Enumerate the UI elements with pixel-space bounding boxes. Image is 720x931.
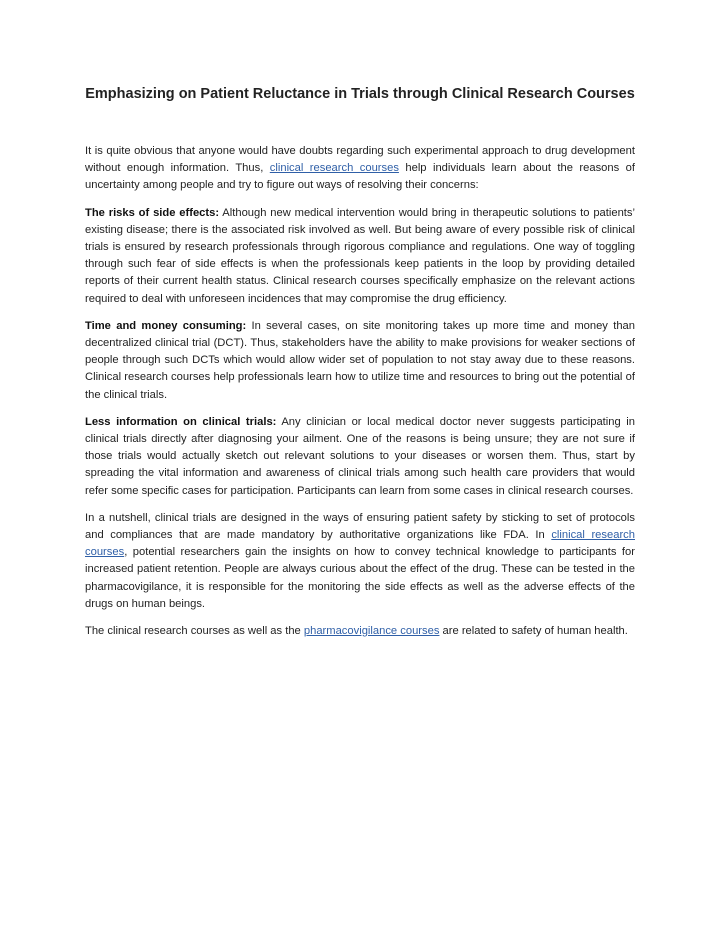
less-information-heading: Less information on clinical trials: xyxy=(85,415,277,428)
paragraph-less-information xyxy=(85,414,635,500)
intro-text-after: help individuals learn about the reasons of uncertainty among people and try to figure out ways of resolving their concerns: xyxy=(85,162,635,192)
closing-text-after: are related to safety of human health. xyxy=(439,625,628,638)
pharmacovigilance-courses-link[interactable]: pharmacovigilance courses xyxy=(303,625,440,638)
closing-text-before: The clinical research courses as well as the xyxy=(85,625,304,638)
time-money-text: In several cases, on site monitoring takes up more time and money than decentralized clinical trial (DCT). Thus, stakeholders have the ability to make provisions for weaker sections of people through such DCTs which would allow wider set of population to not stay away due to these reasons. Clinical research courses help professionals learn how to utilize time and resources to bring out the potential of the clinical trials. xyxy=(85,319,635,401)
paragraph-closing xyxy=(85,623,635,640)
paragraph-side-effects xyxy=(85,205,635,308)
side-effects-text: Although new medical intervention would bring in therapeutic solutions to patients’ existing disease; there is the associated risk involved as well. But being aware of every possible risk of clinical trials is ensured by research professionals through rigorous compliance and regulations. One way of toggling through such fear of side effects is when the professionals keep patients in the loop by providing detailed reports of their current health status. Clinical research courses specifically emphasize on the relevant actions required to deal with unforeseen incidences that may compromise the drug efficiency. xyxy=(85,206,635,305)
paragraph-time-money xyxy=(85,318,635,404)
nutshell-text-before: In a nutshell, clinical trials are designed in the ways of ensuring patient safety by sticking to set of protocols and compliances that are made mandatory by authoritative organizations like FDA. In xyxy=(85,511,635,542)
paragraph-intro xyxy=(85,143,635,195)
clinical-research-courses-link[interactable]: clinical research courses xyxy=(269,162,399,175)
side-effects-heading: The risks of side effects: xyxy=(85,206,220,219)
intro-text-before: It is quite obvious that anyone would have doubts regarding such experimental approach to drug development without enough information. Thus, xyxy=(85,145,635,175)
clinical-research-courses-link-2[interactable]: clinical research courses xyxy=(85,529,635,559)
paragraph-nutshell xyxy=(85,510,635,613)
nutshell-text-after: , potential researchers gain the insights on how to convey technical knowledge to participants for increased patient retention. People are always curious about the effect of the drug. These can be tested in the pharmacovigilance, it is responsible for the monitoring the side effects as well as the adverse effects of the drugs on human beings. xyxy=(85,546,635,610)
page-title: Emphasizing on Patient Reluctance in Trials through Clinical Research Courses xyxy=(85,86,635,102)
time-money-heading: Time and money consuming: xyxy=(85,319,247,332)
less-information-text: Any clinician or local medical doctor never suggests participating in clinical trials directly after diagnosing your ailment. One of the reasons is being unsure; they are not sure if those trials would actually sketch out relevant solutions to your diseases or worsen them. Thus, start by spreading the vital information and awareness of clinical trials among such health care providers that would refer some specific cases for participation. Participants can learn from some cases in clinical research courses. xyxy=(85,415,635,497)
document-body xyxy=(85,143,635,650)
